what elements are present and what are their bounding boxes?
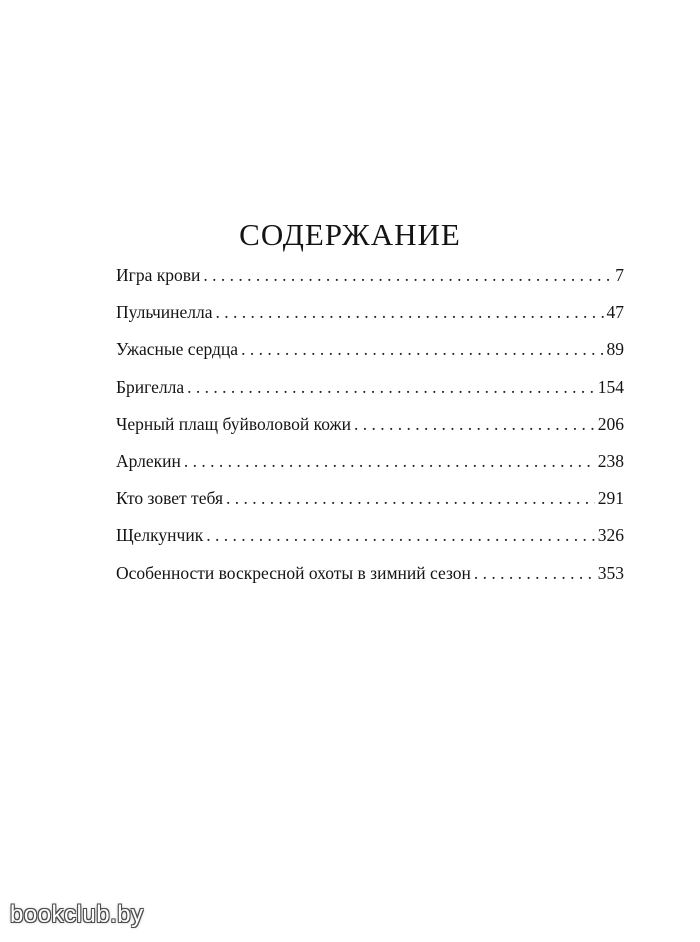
toc-entry <box>116 302 624 339</box>
toc-entry-title: Особенности воскресной охоты в зимний сезон <box>116 562 471 583</box>
dot-leader <box>184 451 595 472</box>
toc-entry <box>116 339 624 376</box>
table-of-contents <box>116 265 624 600</box>
dot-leader <box>203 265 612 286</box>
toc-entry <box>116 488 624 525</box>
toc-entry-title: Пульчинелла <box>116 302 213 323</box>
dot-leader <box>206 525 595 546</box>
dot-leader <box>216 302 604 323</box>
toc-entry-page-number: 7 <box>615 265 624 285</box>
toc-entry-title: Игра крови <box>116 265 201 285</box>
toc-entry <box>116 414 624 451</box>
page-title: СОДЕРЖАНИЕ <box>239 216 461 252</box>
toc-entry <box>116 563 624 600</box>
dot-leader <box>226 488 595 509</box>
dot-leader <box>474 563 595 584</box>
toc-entry <box>116 451 624 488</box>
dot-leader <box>354 414 595 435</box>
toc-entry-page-number: 89 <box>606 339 624 360</box>
toc-entry-page-number: 238 <box>597 450 624 471</box>
dot-leader <box>187 377 595 398</box>
watermark: bookclub.by <box>10 901 144 928</box>
toc-entry-title: Щелкунчик <box>116 525 204 546</box>
toc-entry-page-number: 326 <box>597 525 624 546</box>
toc-entry-title: Бригелла <box>116 376 185 397</box>
toc-entry-page-number: 206 <box>597 413 624 434</box>
dot-leader <box>241 339 603 360</box>
toc-entry-title: Кто зовет тебя <box>116 488 223 509</box>
toc-entry-page-number: 291 <box>597 488 624 509</box>
toc-entry-title: Ужасные сердца <box>116 339 239 360</box>
toc-entry-title: Арлекин <box>116 450 181 471</box>
toc-entry-title: Черный плащ буйволовой кожи <box>116 413 351 434</box>
toc-entry-page-number: 154 <box>597 376 624 397</box>
toc-entry <box>116 265 624 302</box>
toc-entry-page-number: 353 <box>597 562 624 583</box>
toc-entry <box>116 377 624 414</box>
toc-entry-page-number: 47 <box>606 302 624 323</box>
toc-entry <box>116 525 624 562</box>
